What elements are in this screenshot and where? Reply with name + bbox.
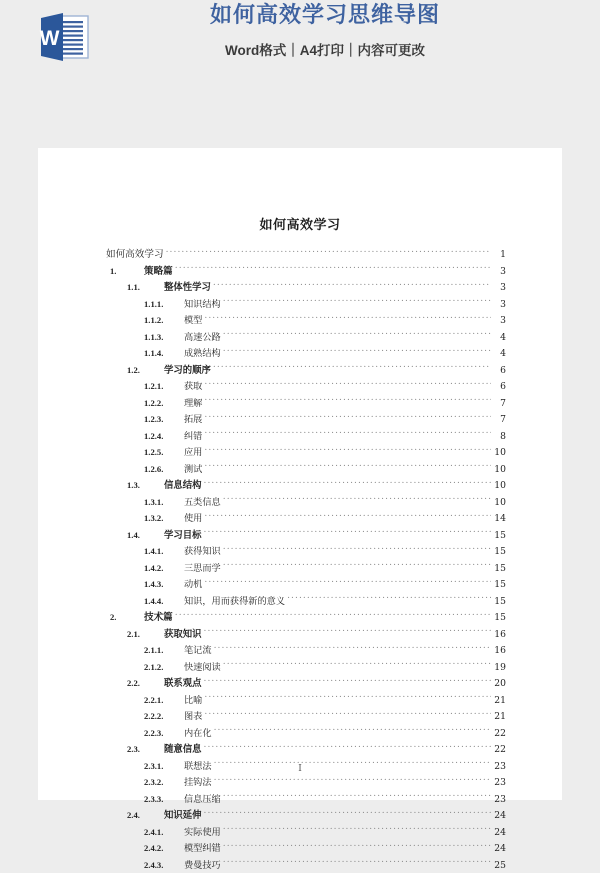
toc-entry-label: 五类信息 <box>174 495 223 511</box>
toc-entry[interactable] <box>106 279 506 296</box>
toc-entry[interactable] <box>106 477 506 494</box>
toc-entry-page-number: 10 <box>491 462 506 478</box>
toc-leader-dots <box>214 774 491 785</box>
toc-entry-number: 2.1.1. <box>144 642 174 659</box>
toc-leader-dots <box>223 345 491 356</box>
toc-entry-page-number: 15 <box>491 594 506 610</box>
toc-entry[interactable] <box>106 675 506 692</box>
toc-entry[interactable] <box>106 296 506 313</box>
toc-entry-number: 2.3. <box>127 741 154 758</box>
toc-entry-page-number: 7 <box>491 396 506 412</box>
toc-entry[interactable] <box>106 659 506 676</box>
toc-entry-number: 1.2.2. <box>144 395 174 412</box>
toc-entry-page-number: 24 <box>491 825 506 841</box>
toc-entry-page-number: 10 <box>491 495 506 511</box>
toc-entry-number: 1.2.1. <box>144 378 174 395</box>
toc-entry-page-number: 24 <box>491 808 506 824</box>
toc-entry[interactable] <box>106 725 506 742</box>
toc-entry-page-number: 24 <box>491 841 506 857</box>
toc-entry-number: 1.3. <box>127 477 154 494</box>
toc-leader-dots <box>204 411 491 422</box>
toc-leader-dots <box>175 263 491 274</box>
toc-entry[interactable] <box>106 708 506 725</box>
toc-entry[interactable] <box>106 263 506 280</box>
toc-entry-number: 1.2.4. <box>144 428 174 445</box>
toc-leader-dots <box>214 642 491 653</box>
toc-entry-number: 1.1. <box>127 279 154 296</box>
page-number-footer: I <box>38 764 562 774</box>
toc-entry-label: 测试 <box>174 462 204 478</box>
toc-leader-dots <box>223 824 491 835</box>
toc-entry-number: 1.1.1. <box>144 296 174 313</box>
toc-entry[interactable] <box>106 494 506 511</box>
toc-leader-dots <box>223 659 491 670</box>
toc-entry-label: 信息压缩 <box>174 792 223 808</box>
toc-entry[interactable] <box>106 543 506 560</box>
toc-entry-label: 快速阅读 <box>174 660 223 676</box>
toc-leader-dots <box>166 246 491 257</box>
toc-entry-page-number: 23 <box>491 775 506 791</box>
toc-leader-dots <box>204 378 491 389</box>
toc-entry-page-number: 16 <box>491 627 506 643</box>
toc-leader-dots <box>204 428 491 439</box>
toc-leader-dots <box>204 461 491 472</box>
toc-entry-label: 获得知识 <box>174 544 223 560</box>
toc-entry[interactable] <box>106 395 506 412</box>
toc-entry-page-number: 22 <box>491 742 506 758</box>
toc-entry[interactable] <box>106 345 506 362</box>
toc-entry[interactable] <box>106 527 506 544</box>
toc-entry-page-number: 21 <box>491 709 506 725</box>
toc-entry-page-number: 15 <box>491 528 506 544</box>
toc-entry-number: 2.2. <box>127 675 154 692</box>
toc-entry-number: 2.2.3. <box>144 725 174 742</box>
toc-entry-label: 获取 <box>174 379 204 395</box>
toc-entry-page-number: 3 <box>491 264 506 280</box>
page-title: 如何高效学习思维导图 <box>110 0 540 30</box>
toc-entry-number: 1.4.4. <box>144 593 174 610</box>
toc-entry-number: 2.2.2. <box>144 708 174 725</box>
toc-entry-number: 1.3.2. <box>144 510 174 527</box>
toc-entry[interactable] <box>106 840 506 857</box>
svg-text:W: W <box>40 27 60 50</box>
toc-entry-page-number: 10 <box>491 478 506 494</box>
toc-entry-number: 2.1.2. <box>144 659 174 676</box>
toc-entry-number: 2.4. <box>127 807 154 824</box>
toc-entry-number: 1.4. <box>127 527 154 544</box>
toc-entry-label: 如何高效学习 <box>106 247 166 263</box>
toc-entry[interactable] <box>106 609 506 626</box>
toc-leader-dots <box>204 477 491 488</box>
toc-leader-dots <box>223 560 491 571</box>
toc-entry-page-number: 3 <box>491 280 506 296</box>
toc-entry-page-number: 1 <box>491 247 506 263</box>
toc-entry[interactable] <box>106 560 506 577</box>
toc-entry[interactable] <box>106 312 506 329</box>
toc-entry[interactable] <box>106 791 506 808</box>
toc-entry-label: 挂钩法 <box>174 775 214 791</box>
toc-entry[interactable] <box>106 510 506 527</box>
toc-entry-number: 2.4.3. <box>144 857 174 873</box>
toc-entry[interactable] <box>106 741 506 758</box>
toc-entry[interactable] <box>106 411 506 428</box>
toc-entry-page-number: 21 <box>491 693 506 709</box>
toc-entry-label: 技术篇 <box>134 610 175 626</box>
toc-entry-label: 图表 <box>174 709 204 725</box>
toc-entry-number: 2.3.1. <box>144 758 174 775</box>
toc-leader-dots <box>223 296 491 307</box>
toc-entry-page-number: 3 <box>491 297 506 313</box>
toc-entry[interactable] <box>106 626 506 643</box>
toc-entry-number: 2.3.2. <box>144 774 174 791</box>
toc-entry-number: 1.4.2. <box>144 560 174 577</box>
toc-entry-page-number: 10 <box>491 445 506 461</box>
toc-entry-label: 应用 <box>174 445 204 461</box>
toc-entry-number: 2.3.3. <box>144 791 174 808</box>
toc-entry-label: 费曼技巧 <box>174 858 223 873</box>
toc-entry[interactable] <box>106 807 506 824</box>
toc-entry-page-number: 8 <box>491 429 506 445</box>
toc-entry[interactable] <box>106 576 506 593</box>
toc-leader-dots <box>223 329 491 340</box>
toc-entry-label: 知识，用而获得新的意义 <box>174 594 287 610</box>
toc-leader-dots <box>204 312 491 323</box>
toc-entry-label: 知识结构 <box>174 297 223 313</box>
toc-leader-dots <box>175 609 491 620</box>
toc-leader-dots <box>204 510 491 521</box>
toc-entry[interactable] <box>106 444 506 461</box>
toc-entry-number: 2.4.1. <box>144 824 174 841</box>
toc-leader-dots <box>287 593 491 604</box>
toc-entry-label: 联想法 <box>174 759 214 775</box>
toc-entry-page-number: 4 <box>491 330 506 346</box>
toc-entry[interactable] <box>106 774 506 791</box>
toc-entry[interactable] <box>106 593 506 610</box>
toc-entry-page-number: 3 <box>491 313 506 329</box>
toc-entry-page-number: 23 <box>491 792 506 808</box>
toc-leader-dots <box>213 362 491 373</box>
toc-leader-dots <box>204 576 491 587</box>
toc-entry-label: 使用 <box>174 511 204 527</box>
toc-entry-page-number: 15 <box>491 610 506 626</box>
toc-leader-dots <box>204 692 491 703</box>
toc-entry-number: 1.2.3. <box>144 411 174 428</box>
toc-entry-number: 1.1.3. <box>144 329 174 346</box>
toc-entry-page-number: 16 <box>491 643 506 659</box>
toc-entry-number: 1.1.4. <box>144 345 174 362</box>
toc-leader-dots <box>223 494 491 505</box>
toc-entry-number: 1.3.1. <box>144 494 174 511</box>
toc-entry-label: 模型 <box>174 313 204 329</box>
toc-entry[interactable] <box>106 461 506 478</box>
toc-entry[interactable] <box>106 329 506 346</box>
toc-entry-label: 随意信息 <box>154 742 204 758</box>
toc-leader-dots <box>214 725 491 736</box>
toc-entry[interactable] <box>106 857 506 873</box>
toc-entry-page-number: 23 <box>491 759 506 775</box>
toc-entry-label: 实际使用 <box>174 825 223 841</box>
toc-entry-label: 信息结构 <box>154 478 204 494</box>
toc-entry[interactable] <box>106 642 506 659</box>
toc-leader-dots <box>213 279 491 290</box>
toc-entry-number: 1.2.5. <box>144 444 174 461</box>
toc-entry-page-number: 15 <box>491 577 506 593</box>
toc-entry-label: 笔记流 <box>174 643 214 659</box>
toc-entry-page-number: 20 <box>491 676 506 692</box>
toc-entry-label: 联系观点 <box>154 676 204 692</box>
toc-entry-label: 策略篇 <box>134 264 175 280</box>
toc-entry-label: 学习的顺序 <box>154 363 213 379</box>
toc-leader-dots <box>204 708 491 719</box>
toc-entry-page-number: 25 <box>491 858 506 873</box>
toc-entry-page-number: 22 <box>491 726 506 742</box>
toc-leader-dots <box>204 444 491 455</box>
toc-entry-label: 整体性学习 <box>154 280 213 296</box>
toc-entry-label: 动机 <box>174 577 204 593</box>
toc-entry-number: 2.2.1. <box>144 692 174 709</box>
toc-leader-dots <box>223 543 491 554</box>
toc-leader-dots <box>204 395 491 406</box>
toc-leader-dots <box>204 807 491 818</box>
toc-entry-number: 1.1.2. <box>144 312 174 329</box>
toc-leader-dots <box>223 857 491 868</box>
toc-entry-page-number: 14 <box>491 511 506 527</box>
toc-entry-label: 拓展 <box>174 412 204 428</box>
toc-entry-page-number: 15 <box>491 544 506 560</box>
toc-entry-label: 比喻 <box>174 693 204 709</box>
toc-entry-page-number: 7 <box>491 412 506 428</box>
toc-entry-label: 三思而学 <box>174 561 223 577</box>
toc-entry-number: 1.2.6. <box>144 461 174 478</box>
word-document-icon <box>36 8 94 66</box>
toc-entry-page-number: 6 <box>491 379 506 395</box>
toc-entry-number: 2.1. <box>127 626 154 643</box>
toc-entry-label: 知识延伸 <box>154 808 204 824</box>
toc-entry[interactable] <box>106 378 506 395</box>
toc-entry[interactable] <box>106 246 506 263</box>
toc-entry-label: 获取知识 <box>154 627 204 643</box>
toc-entry-number: 1. <box>110 263 134 280</box>
toc-entry-number: 1.4.1. <box>144 543 174 560</box>
toc-entry-page-number: 4 <box>491 346 506 362</box>
toc-entry-label: 纠错 <box>174 429 204 445</box>
toc-entry[interactable] <box>106 692 506 709</box>
toc-entry-label: 高速公路 <box>174 330 223 346</box>
toc-entry-label: 成熟结构 <box>174 346 223 362</box>
document-heading: 如何高效学习 <box>38 214 562 233</box>
toc-entry-label: 理解 <box>174 396 204 412</box>
toc-leader-dots <box>204 626 491 637</box>
toc-leader-dots <box>204 675 491 686</box>
toc-entry-label: 模型纠错 <box>174 841 223 857</box>
toc-entry-number: 1.4.3. <box>144 576 174 593</box>
toc-entry[interactable] <box>106 428 506 445</box>
toc-entry-number: 1.2. <box>127 362 154 379</box>
toc-entry-label: 学习目标 <box>154 528 204 544</box>
toc-entry-label: 内在化 <box>174 726 214 742</box>
toc-leader-dots <box>223 840 491 851</box>
toc-entry-page-number: 15 <box>491 561 506 577</box>
header-text-block <box>110 0 540 62</box>
toc-entry-page-number: 19 <box>491 660 506 676</box>
toc-leader-dots <box>204 741 491 752</box>
page-subtitle: Word格式｜A4打印｜内容可更改 <box>110 40 540 62</box>
toc-entry-number: 2. <box>110 609 134 626</box>
document-page <box>38 148 562 800</box>
toc-leader-dots <box>204 527 491 538</box>
toc-entry-number: 2.4.2. <box>144 840 174 857</box>
table-of-contents <box>106 246 506 873</box>
toc-entry-page-number: 6 <box>491 363 506 379</box>
header-banner <box>0 0 600 148</box>
toc-entry[interactable] <box>106 362 506 379</box>
toc-entry[interactable] <box>106 824 506 841</box>
